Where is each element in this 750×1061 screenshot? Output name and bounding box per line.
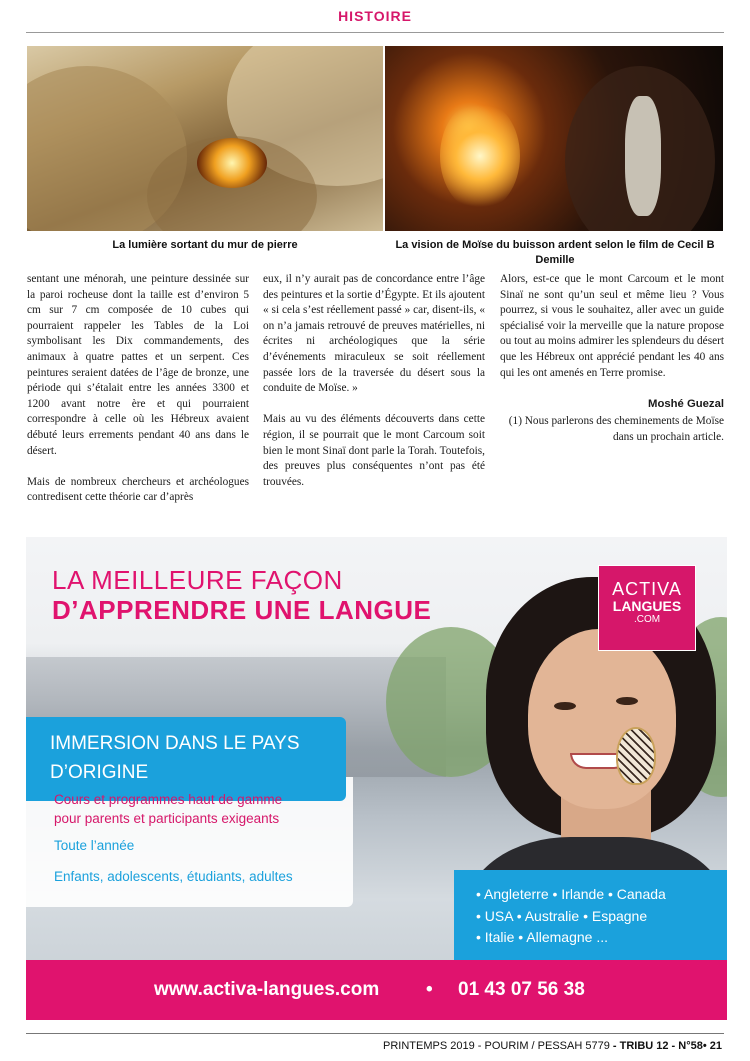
footnote: (1) Nous parlerons des cheminements de Moïse dans un prochain article. [508,415,724,443]
photo-stone-wall-light [27,46,383,231]
countries-list [454,870,727,960]
countries-line: • Italie • Allemagne ... [476,929,608,945]
page-folio [383,1040,722,1052]
section-title: HISTOIRE [338,8,412,24]
advertisement-activa-langues[interactable] [26,537,727,1020]
section-header [0,0,750,36]
offer-text: Cours et programmes haut de gamme pour parents et participants exigeants [54,792,283,826]
website-link[interactable]: www.activa-langues.com [154,979,380,1000]
immersion-text: IMMERSION DANS LE PAYS D’ORIGINE [50,733,300,783]
ad-headline-line1: LA MEILLEURE FAÇON [52,565,343,595]
magazine-info: - TRIBU 12 - N°58• 21 [609,1040,722,1052]
activa-langues-logo[interactable]: ACTIVA LANGUES .COM [598,565,696,651]
article-paragraph: Alors, est-ce que le mont Carcoum et le mont Sinaï ne sont qu’un seul et même lieu ? Vous pourrez, si vous le souhaitez, aller avec un guide spécialisé voir la merveille que la nature propose ou tout au moins admirer les splendeurs du désert que les Hébreux ont apprécié pendant les 40 ans qui les ont amenés en Terre promise. [500,273,725,379]
issue-info: PRINTEMPS 2019 - POURIM / PESSAH 5779 [383,1040,610,1052]
article-paragraph: eux, il n’y aurait pas de concordance entre l’âge des peintures et la sortie d’Égypte. Et ils ajoutent « si cela s’est réellement passé » car, disent-ils, « on n’a jamais retrouvé de preuves matérielles, ni écrites ni archéologiques que la série d’événements miraculeux se soit réellement passée lors de la traversée du désert sous la conduite de Moïse. » [263,273,485,395]
article-column-2 [263,272,485,506]
author-name: Moshé Guezal [648,397,724,410]
ad-headline [52,565,431,625]
earring-icon [616,727,656,785]
countries-line: • Angleterre • Irlande • Canada [476,886,666,902]
phone-number[interactable]: 01 43 07 56 38 [458,979,585,1000]
separator-dot: • [426,979,433,1000]
ad-contact-bar [26,960,727,1020]
ad-headline-line2: D’APPRENDRE UNE LANGUE [52,595,432,625]
article-column-3 [500,272,724,446]
countries-line: • USA • Australie • Espagne [476,907,648,924]
photo-burning-bush [385,46,723,231]
photo-caption: La vision de Moïse du buisson ardent selon le film de Cecil B Demille [395,239,715,266]
immersion-banner [26,717,346,801]
photo-caption: La lumière sortant du mur de pierre [112,239,298,251]
article-paragraph: Mais de nombreux chercheurs et archéologues contredisent cette théorie car d’après [27,475,249,504]
footer-rule [26,1033,724,1034]
header-rule [26,32,724,33]
article-paragraph: sentant une ménorah, une peinture dessinée sur la paroi rocheuse dont la taille est d’environ 5 cm sur 7 cm composée de 10 cubes qui pourraient rappeler les Tables de la Loi symbolisant les Dix commandements, des animaux à quatre pattes et un serpent. Ces peintures seraient datées de l’âge de bronze, une période qui s’étalait entre les années 3300 et 1200 avant notre ère et qui pourraient correspondre à celle où les Hébreux avaient débuté leurs errements pendant 40 ans dans le désert. [27,273,249,457]
article-column-1 [27,272,249,522]
all-year-text: Toute l’année [54,838,135,853]
audience-text: Enfants, adolescents, étudiants, adultes [54,869,293,884]
article-paragraph: Mais au vu des éléments découverts dans cette région, il se pourrait que le mont Carcoum soit bien le mont Sinaï dont parle la Torah. Toutefois, des preuves plus conséquentes n’ont pas été trouvées. [263,413,485,488]
